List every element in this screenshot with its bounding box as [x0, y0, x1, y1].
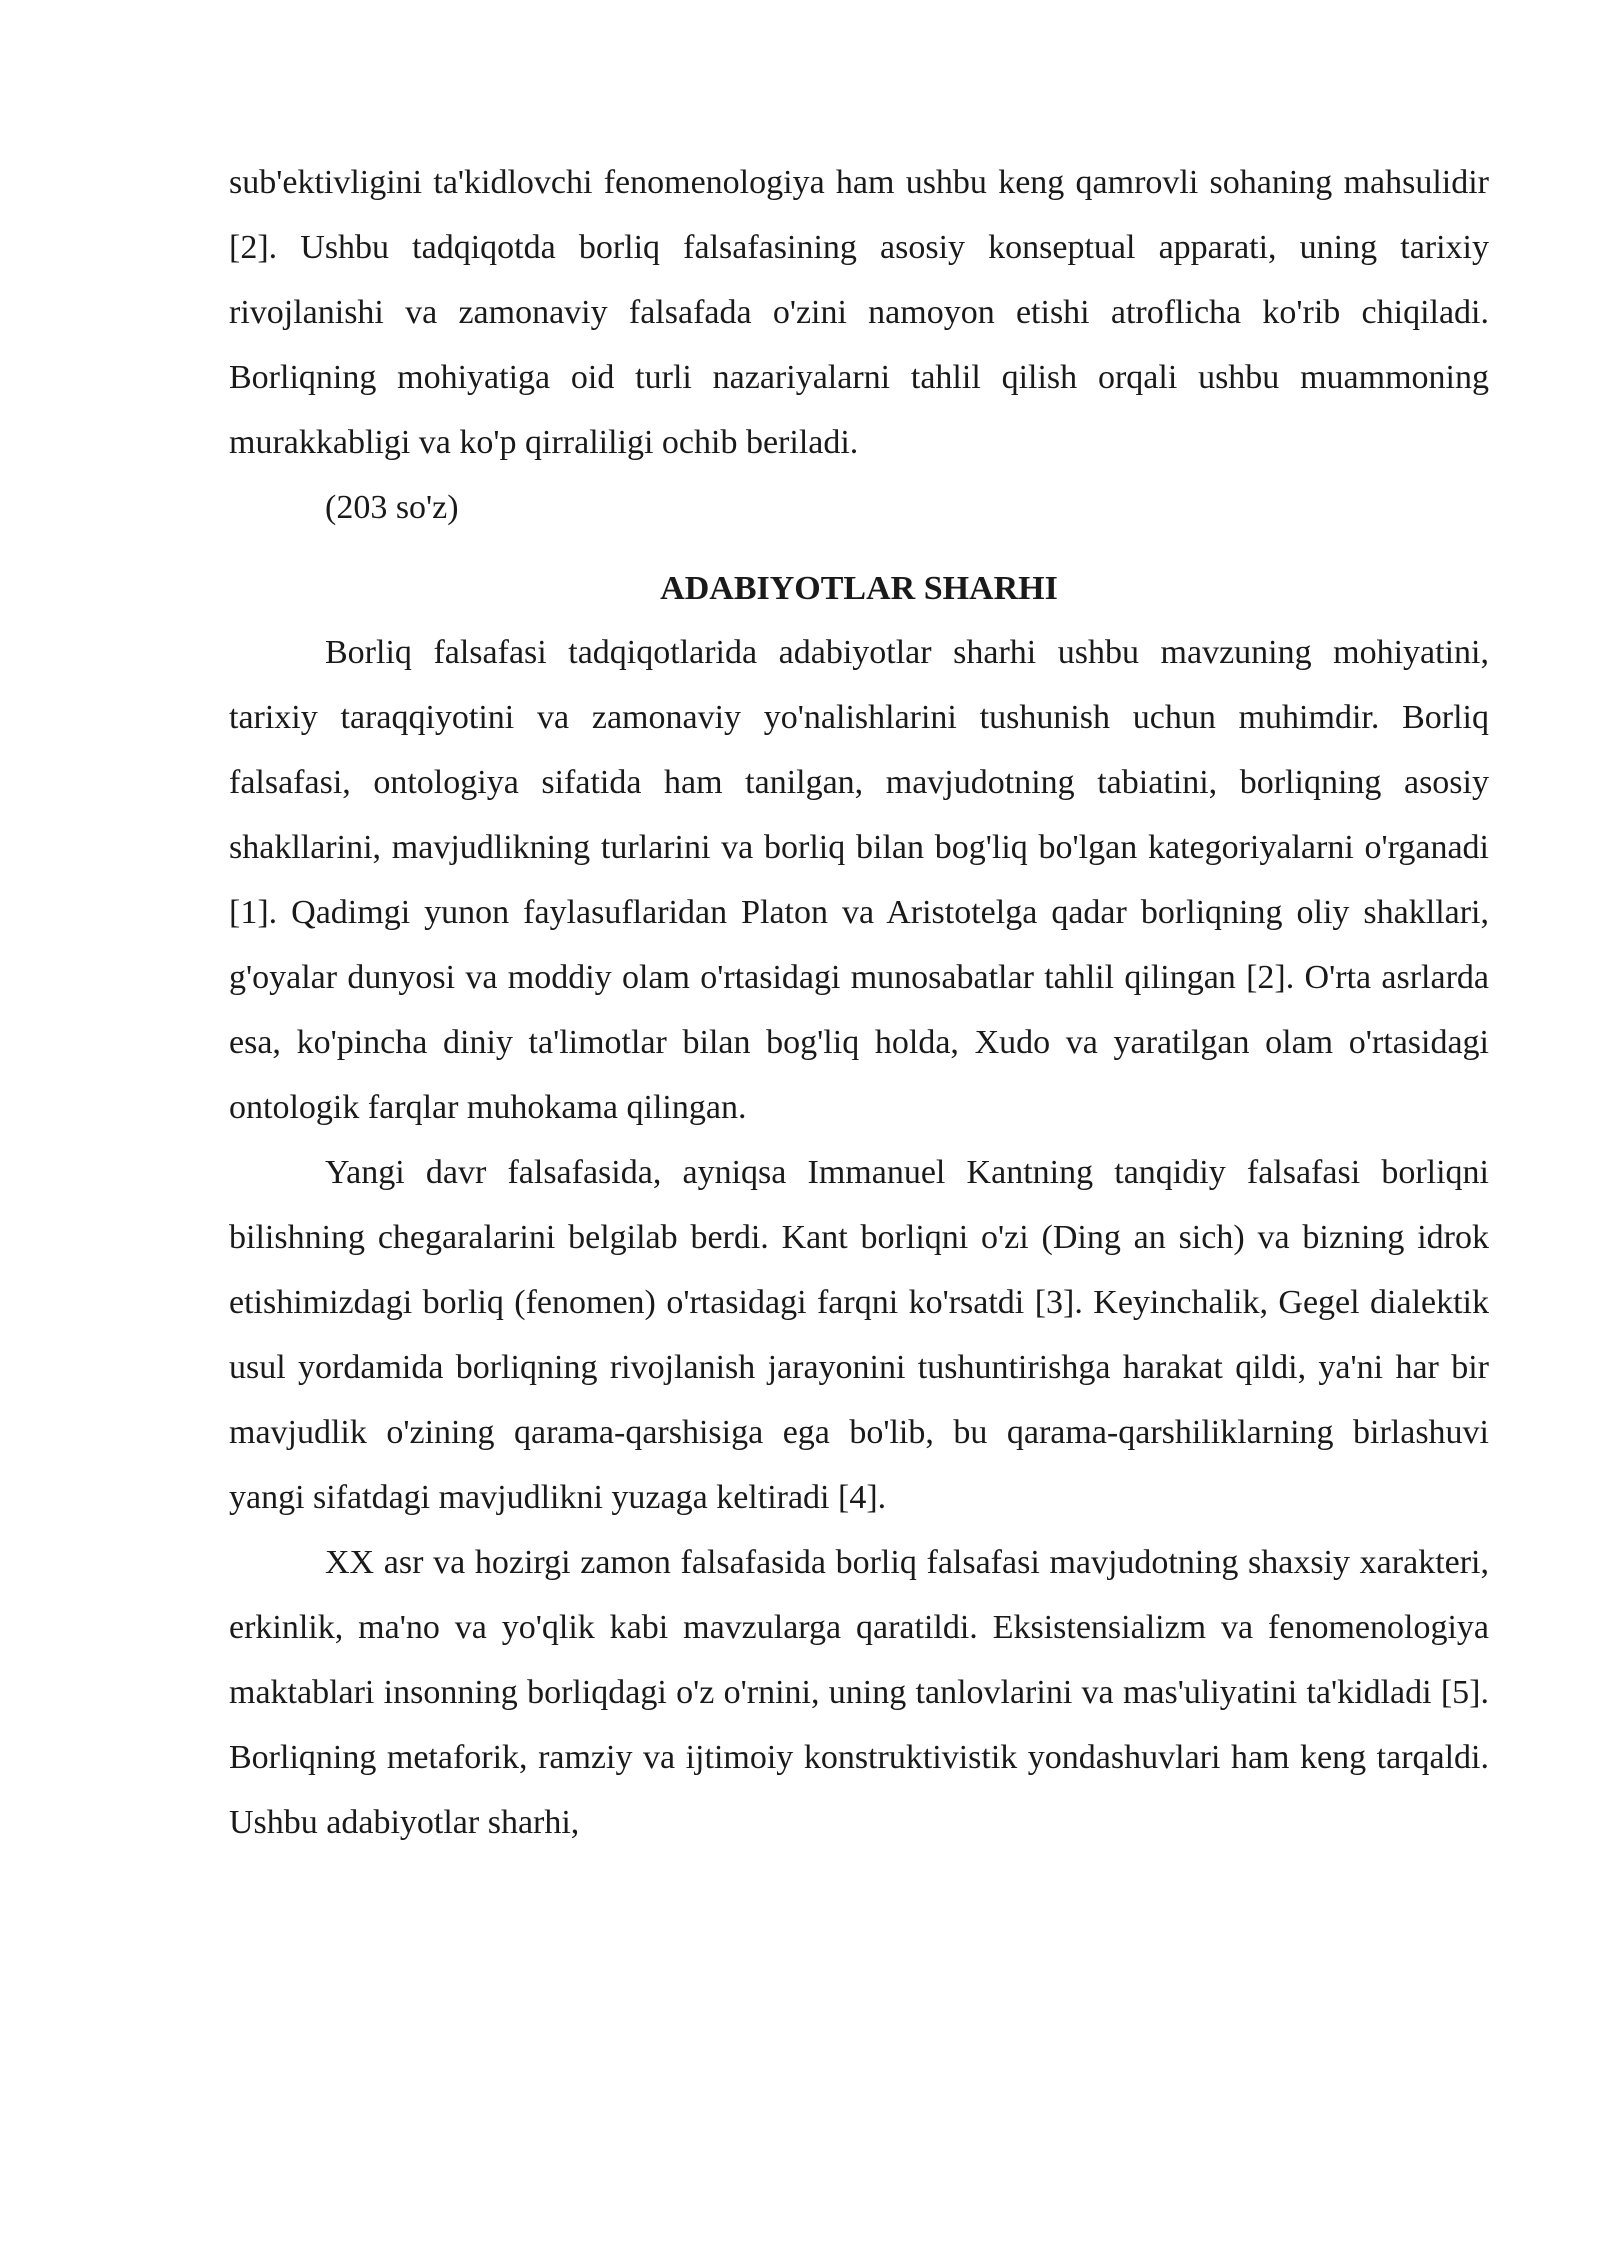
paragraph-literature-review-3: XX asr va hozirgi zamon falsafasida borliq falsafasi mavjudotning shaxsiy xarakteri, erkinlik, ma'no va yo'qlik kabi mavzularga qaratildi. Eksistensializm va fenomenologiya maktablari insonning borliqdagi o'z o'rnini, uning tanlovlarini va mas'uliyatini ta'kidladi [5]. Borliqning metaforik, ramziy va ijtimoiy konstruktivistik yondashuvlari ham keng tarqaldi. Ushbu adabiyotlar sharhi,	[229, 1544, 1489, 1841]
paragraph-literature-review-2: Yangi davr falsafasida, ayniqsa Immanuel Kantning tanqidiy falsafasi borliqni bilishning chegaralarini belgilab berdi. Kant borliqni o'zi (Ding an sich) va bizning idrok etishimizdagi borliq (fenomen) o'rtasidagi farqni ko'rsatdi [3]. Keyinchalik, Gegel dialektik usul yordamida borliqning rivojlanish jarayonini tushuntirishga harakat qildi, ya'ni har bir mavjudlik o'zining qarama-qarshisiga ega bo'lib, bu qarama-qarshiliklarning birlashuvi yangi sifatdagi mavjudlikni yuzaga keltiradi [4].	[229, 1154, 1489, 1516]
document-page	[229, 150, 1489, 1855]
section-heading: ADABIYOTLAR SHARHI	[660, 570, 1058, 607]
paragraph-literature-review-1: Borliq falsafasi tadqiqotlarida adabiyotlar sharhi ushbu mavzuning mohiyatini, tarixiy taraqqiyotini va zamonaviy yo'nalishlarini tushunish uchun muhimdir. Borliq falsafasi, ontologiya sifatida ham tanilgan, mavjudotning tabiatini, borliqning asosiy shakllarini, mavjudlikning turlarini va borliq bilan bog'liq bo'lgan kategoriyalarni o'rganadi [1]. Qadimgi yunon faylasuflaridan Platon va Aristotelga qadar borliqning oliy shakllari, g'oyalar dunyosi va moddiy olam o'rtasidagi munosabatlar tahlil qilingan [2]. O'rta asrlarda esa, ko'pincha diniy ta'limotlar bilan bog'liq holda, Xudo va yaratilgan olam o'rtasidagi ontologik farqlar muhokama qilingan.	[229, 634, 1489, 1126]
word-count-note: (203 so'z)	[325, 489, 459, 526]
paragraph-intro-continuation: sub'ektivligini ta'kidlovchi fenomenologiya ham ushbu keng qamrovli sohaning mahsulidir [2]. Ushbu tadqiqotda borliq falsafasining asosiy konseptual apparati, uning tarixiy rivojlanishi va zamonaviy falsafada o'zini namoyon etishi atroflicha ko'rib chiqiladi. Borliqning mohiyatiga oid turli nazariyalarni tahlil qilish orqali ushbu muammoning murakkabligi va ko'p qirraliligi ochib beriladi.	[229, 164, 1489, 461]
